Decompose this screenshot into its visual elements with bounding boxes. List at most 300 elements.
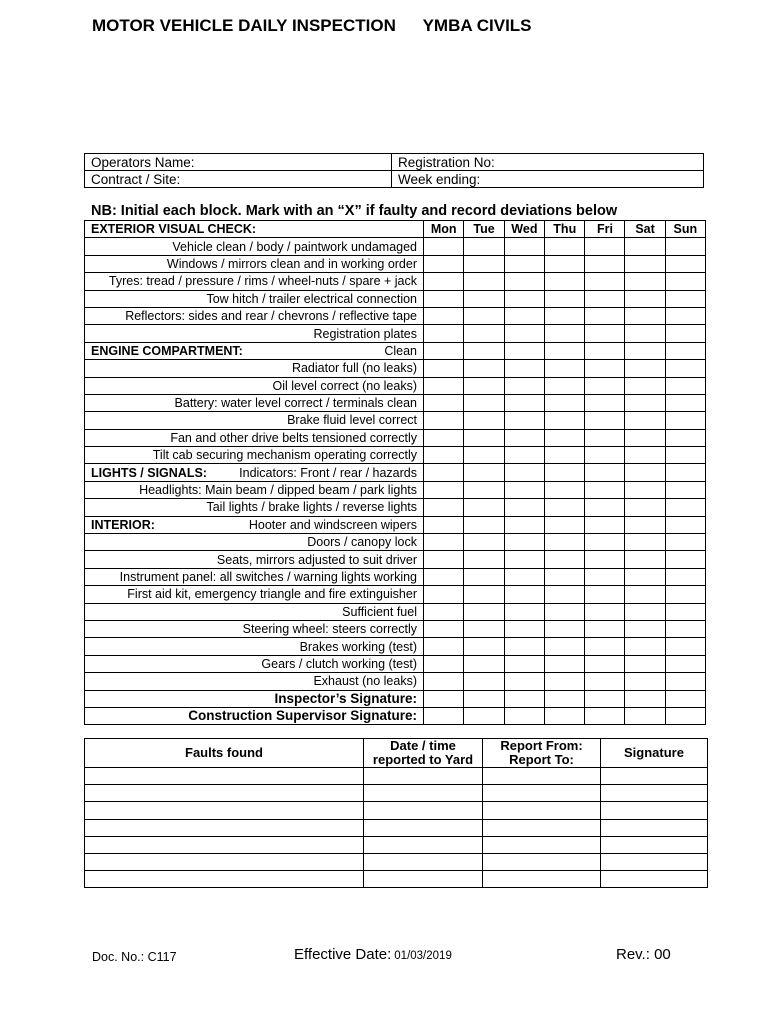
check-cell-thu[interactable]	[545, 255, 585, 272]
check-cell-sun[interactable]	[665, 273, 705, 290]
fault-description-cell[interactable]	[85, 871, 364, 888]
instructions-text: NB: Initial each block. Mark with an “X” if faulty and record deviations below	[91, 203, 618, 219]
check-cell-fri[interactable]	[585, 516, 625, 533]
check-cell-thu[interactable]	[545, 481, 585, 498]
check-cell-sat[interactable]	[625, 273, 665, 290]
checklist-item-label	[85, 481, 424, 498]
check-cell-tue[interactable]	[464, 655, 504, 672]
check-cell-sat[interactable]	[625, 342, 665, 359]
check-cell-wed[interactable]	[504, 238, 544, 255]
report-cell[interactable]	[483, 853, 601, 870]
check-cell-fri[interactable]	[585, 655, 625, 672]
check-cell-wed[interactable]	[504, 673, 544, 690]
check-cell-sun[interactable]	[665, 307, 705, 324]
day-header-sun: Sun	[665, 221, 705, 238]
check-cell-wed[interactable]	[504, 290, 544, 307]
check-cell-wed[interactable]	[504, 412, 544, 429]
signature-cell[interactable]	[601, 871, 708, 888]
fault-description-cell[interactable]	[85, 819, 364, 836]
check-cell-tue[interactable]	[464, 673, 504, 690]
check-cell-sun[interactable]	[665, 464, 705, 481]
checklist-item-label	[85, 360, 424, 377]
item-text: Battery: water level correct / terminals clean	[174, 396, 417, 411]
check-cell-sun[interactable]	[665, 551, 705, 568]
check-cell-tue[interactable]	[464, 638, 504, 655]
check-cell-thu[interactable]	[545, 620, 585, 637]
check-cell-fri[interactable]	[585, 673, 625, 690]
check-cell-fri[interactable]	[585, 499, 625, 516]
effective-date	[294, 946, 452, 963]
check-cell-thu[interactable]	[545, 464, 585, 481]
check-cell-mon[interactable]	[424, 620, 464, 637]
revision-number: Rev.: 00	[616, 946, 671, 963]
check-cell-thu[interactable]	[545, 290, 585, 307]
check-cell-sun[interactable]	[665, 499, 705, 516]
check-cell-fri[interactable]	[585, 394, 625, 411]
checklist-row	[85, 464, 706, 481]
check-cell-mon[interactable]	[424, 464, 464, 481]
check-cell-wed[interactable]	[504, 307, 544, 324]
check-cell-thu[interactable]	[545, 516, 585, 533]
check-cell-fri[interactable]	[585, 325, 625, 342]
check-cell-mon[interactable]	[424, 655, 464, 672]
check-cell-thu[interactable]	[545, 586, 585, 603]
check-cell-tue[interactable]	[464, 481, 504, 498]
check-cell-fri[interactable]	[585, 429, 625, 446]
check-cell-fri[interactable]	[585, 568, 625, 585]
check-cell-sun[interactable]	[665, 481, 705, 498]
fault-row	[85, 802, 708, 819]
check-cell-mon[interactable]	[424, 516, 464, 533]
checklist-item-label	[85, 638, 424, 655]
check-cell-mon[interactable]	[424, 238, 464, 255]
check-cell-thu[interactable]	[545, 534, 585, 551]
check-cell-thu[interactable]	[545, 307, 585, 324]
check-cell-sat[interactable]	[625, 516, 665, 533]
check-cell-fri[interactable]	[585, 638, 625, 655]
check-cell-mon[interactable]	[424, 360, 464, 377]
checklist-row	[85, 499, 706, 516]
check-cell-sat[interactable]	[625, 568, 665, 585]
check-cell-tue[interactable]	[464, 603, 504, 620]
check-cell-mon[interactable]	[424, 394, 464, 411]
fault-description-cell[interactable]	[85, 853, 364, 870]
checklist-item-label	[85, 255, 424, 272]
check-cell-fri[interactable]	[585, 707, 625, 724]
checklist-row	[85, 534, 706, 551]
checklist-item-label	[85, 429, 424, 446]
checklist-item-label	[85, 499, 424, 516]
fault-description-cell[interactable]	[85, 802, 364, 819]
check-cell-sun[interactable]	[665, 534, 705, 551]
day-header-sat: Sat	[625, 221, 665, 238]
check-cell-wed[interactable]	[504, 342, 544, 359]
item-text: Clean	[384, 343, 417, 358]
check-cell-tue[interactable]	[464, 255, 504, 272]
check-cell-mon[interactable]	[424, 551, 464, 568]
signature-row	[85, 707, 706, 724]
date-time-cell[interactable]	[364, 836, 483, 853]
item-text: Registration plates	[313, 326, 417, 341]
check-cell-wed[interactable]	[504, 394, 544, 411]
date-time-cell[interactable]	[364, 853, 483, 870]
check-cell-wed[interactable]	[504, 464, 544, 481]
check-cell-sun[interactable]	[665, 655, 705, 672]
date-time-cell[interactable]	[364, 819, 483, 836]
check-cell-mon[interactable]	[424, 586, 464, 603]
check-cell-sun[interactable]	[665, 429, 705, 446]
check-cell-fri[interactable]	[585, 603, 625, 620]
checklist-item-label	[85, 290, 424, 307]
check-cell-wed[interactable]	[504, 655, 544, 672]
checklist-row	[85, 360, 706, 377]
checklist-item-label	[85, 412, 424, 429]
check-cell-tue[interactable]	[464, 447, 504, 464]
check-cell-fri[interactable]	[585, 238, 625, 255]
check-cell-thu[interactable]	[545, 603, 585, 620]
check-cell-fri[interactable]	[585, 342, 625, 359]
date-time-cell[interactable]	[364, 768, 483, 785]
check-cell-sat[interactable]	[625, 447, 665, 464]
check-cell-tue[interactable]	[464, 707, 504, 724]
check-cell-sat[interactable]	[625, 360, 665, 377]
checklist-row	[85, 307, 706, 324]
check-cell-wed[interactable]	[504, 273, 544, 290]
checklist-header-row	[85, 221, 706, 238]
check-cell-sun[interactable]	[665, 673, 705, 690]
date-time-cell[interactable]	[364, 802, 483, 819]
check-cell-sun[interactable]	[665, 342, 705, 359]
fault-row	[85, 853, 708, 870]
check-cell-sun[interactable]	[665, 516, 705, 533]
checklist-item-label	[85, 603, 424, 620]
check-cell-wed[interactable]	[504, 377, 544, 394]
check-cell-wed[interactable]	[504, 534, 544, 551]
check-cell-tue[interactable]	[464, 429, 504, 446]
signature-cell[interactable]	[601, 836, 708, 853]
check-cell-mon[interactable]	[424, 412, 464, 429]
check-cell-tue[interactable]	[464, 690, 504, 707]
check-cell-sun[interactable]	[665, 447, 705, 464]
check-cell-sat[interactable]	[625, 499, 665, 516]
signature-cell[interactable]	[601, 853, 708, 870]
check-cell-sat[interactable]	[625, 673, 665, 690]
check-cell-thu[interactable]	[545, 273, 585, 290]
item-text: Brakes working (test)	[299, 639, 417, 654]
check-cell-wed[interactable]	[504, 481, 544, 498]
check-cell-tue[interactable]	[464, 377, 504, 394]
signature-cell[interactable]	[601, 802, 708, 819]
check-cell-thu[interactable]	[545, 429, 585, 446]
checklist-row	[85, 551, 706, 568]
check-cell-sun[interactable]	[665, 586, 705, 603]
check-cell-sun[interactable]	[665, 238, 705, 255]
report-cell[interactable]	[483, 871, 601, 888]
check-cell-tue[interactable]	[464, 325, 504, 342]
check-cell-tue[interactable]	[464, 360, 504, 377]
effective-date-label: Effective Date:	[294, 946, 392, 963]
check-cell-tue[interactable]	[464, 499, 504, 516]
date-time-header	[364, 739, 483, 768]
check-cell-thu[interactable]	[545, 360, 585, 377]
check-cell-wed[interactable]	[504, 447, 544, 464]
checklist-row	[85, 377, 706, 394]
check-cell-sun[interactable]	[665, 325, 705, 342]
item-text: Headlights: Main beam / dipped beam / park lights	[139, 483, 417, 498]
check-cell-mon[interactable]	[424, 499, 464, 516]
checklist-item-label	[85, 342, 424, 359]
fault-description-cell[interactable]	[85, 836, 364, 853]
item-text: Tail lights / brake lights / reverse lights	[206, 500, 417, 515]
checklist-item-label	[85, 464, 424, 481]
checklist-row	[85, 673, 706, 690]
report-to-label: Report To:	[509, 752, 574, 767]
check-cell-sat[interactable]	[625, 481, 665, 498]
check-cell-fri[interactable]	[585, 586, 625, 603]
check-cell-mon[interactable]	[424, 638, 464, 655]
item-text: Indicators: Front / rear / hazards	[239, 465, 417, 480]
check-cell-tue[interactable]	[464, 551, 504, 568]
check-cell-sun[interactable]	[665, 620, 705, 637]
check-cell-sat[interactable]	[625, 586, 665, 603]
check-cell-fri[interactable]	[585, 481, 625, 498]
checklist-row	[85, 394, 706, 411]
check-cell-sat[interactable]	[625, 377, 665, 394]
check-cell-sun[interactable]	[665, 707, 705, 724]
check-cell-sat[interactable]	[625, 464, 665, 481]
checklist-item-label	[85, 325, 424, 342]
check-cell-sun[interactable]	[665, 638, 705, 655]
item-text: Tyres: tread / pressure / rims / wheel-nuts / spare + jack	[108, 274, 417, 289]
check-cell-sat[interactable]	[625, 412, 665, 429]
check-cell-wed[interactable]	[504, 255, 544, 272]
check-cell-sun[interactable]	[665, 690, 705, 707]
check-cell-fri[interactable]	[585, 447, 625, 464]
item-text: Sufficient fuel	[342, 604, 417, 619]
operators-name-field[interactable]: Operators Name:	[85, 154, 392, 171]
checklist-row	[85, 481, 706, 498]
check-cell-sun[interactable]	[665, 360, 705, 377]
check-cell-thu[interactable]	[545, 638, 585, 655]
date-time-cell[interactable]	[364, 785, 483, 802]
check-cell-fri[interactable]	[585, 690, 625, 707]
report-cell[interactable]	[483, 802, 601, 819]
registration-no-field[interactable]: Registration No:	[392, 154, 704, 171]
check-cell-wed[interactable]	[504, 429, 544, 446]
check-cell-fri[interactable]	[585, 290, 625, 307]
check-cell-wed[interactable]	[504, 586, 544, 603]
check-cell-mon[interactable]	[424, 481, 464, 498]
check-cell-sat[interactable]	[625, 655, 665, 672]
check-cell-fri[interactable]	[585, 412, 625, 429]
check-cell-tue[interactable]	[464, 412, 504, 429]
week-ending-field[interactable]: Week ending:	[392, 171, 704, 188]
check-cell-sun[interactable]	[665, 568, 705, 585]
check-cell-thu[interactable]	[545, 707, 585, 724]
check-cell-sat[interactable]	[625, 394, 665, 411]
company-name: YMBA CIVILS	[422, 16, 532, 35]
checklist-row	[85, 568, 706, 585]
check-cell-mon[interactable]	[424, 342, 464, 359]
check-cell-thu[interactable]	[545, 394, 585, 411]
check-cell-mon[interactable]	[424, 603, 464, 620]
check-cell-mon[interactable]	[424, 568, 464, 585]
check-cell-fri[interactable]	[585, 534, 625, 551]
signature-cell[interactable]	[601, 768, 708, 785]
check-cell-sat[interactable]	[625, 238, 665, 255]
check-cell-thu[interactable]	[545, 551, 585, 568]
check-cell-tue[interactable]	[464, 534, 504, 551]
check-cell-mon[interactable]	[424, 690, 464, 707]
check-cell-fri[interactable]	[585, 360, 625, 377]
check-cell-sat[interactable]	[625, 690, 665, 707]
checklist-row	[85, 273, 706, 290]
check-cell-fri[interactable]	[585, 273, 625, 290]
check-cell-wed[interactable]	[504, 707, 544, 724]
check-cell-thu[interactable]	[545, 690, 585, 707]
section-heading: LIGHTS / SIGNALS:	[91, 465, 207, 480]
check-cell-tue[interactable]	[464, 273, 504, 290]
check-cell-fri[interactable]	[585, 551, 625, 568]
section-heading: ENGINE COMPARTMENT:	[91, 343, 243, 358]
check-cell-tue[interactable]	[464, 394, 504, 411]
check-cell-fri[interactable]	[585, 464, 625, 481]
check-cell-sat[interactable]	[625, 255, 665, 272]
check-cell-thu[interactable]	[545, 238, 585, 255]
faults-found-header: Faults found	[85, 739, 364, 768]
checklist-item-label	[85, 568, 424, 585]
day-header-tue: Tue	[464, 221, 504, 238]
effective-date-value: 01/03/2019	[394, 950, 452, 962]
checklist-item-label	[85, 516, 424, 533]
check-cell-mon[interactable]	[424, 707, 464, 724]
item-text: Instrument panel: all switches / warning lights working	[119, 570, 417, 584]
check-cell-sat[interactable]	[625, 603, 665, 620]
item-text: Tow hitch / trailer electrical connection	[206, 291, 417, 306]
check-cell-mon[interactable]	[424, 377, 464, 394]
check-cell-wed[interactable]	[504, 325, 544, 342]
exterior-visual-check-heading: EXTERIOR VISUAL CHECK:	[85, 221, 424, 238]
report-cell[interactable]	[483, 836, 601, 853]
check-cell-fri[interactable]	[585, 377, 625, 394]
checklist-row	[85, 325, 706, 342]
report-cell[interactable]	[483, 768, 601, 785]
check-cell-wed[interactable]	[504, 603, 544, 620]
check-cell-tue[interactable]	[464, 516, 504, 533]
item-text: Fan and other drive belts tensioned correctly	[170, 430, 417, 445]
check-cell-wed[interactable]	[504, 690, 544, 707]
check-cell-mon[interactable]	[424, 673, 464, 690]
check-cell-tue[interactable]	[464, 464, 504, 481]
report-cell[interactable]	[483, 819, 601, 836]
check-cell-thu[interactable]	[545, 412, 585, 429]
check-cell-sat[interactable]	[625, 620, 665, 637]
check-cell-tue[interactable]	[464, 620, 504, 637]
check-cell-sun[interactable]	[665, 255, 705, 272]
checklist-row	[85, 638, 706, 655]
report-cell[interactable]	[483, 785, 601, 802]
check-cell-wed[interactable]	[504, 551, 544, 568]
check-cell-sat[interactable]	[625, 551, 665, 568]
check-cell-tue[interactable]	[464, 238, 504, 255]
check-cell-mon[interactable]	[424, 534, 464, 551]
signature-cell[interactable]	[601, 785, 708, 802]
item-text: Tilt cab securing mechanism operating correctly	[152, 448, 417, 463]
check-cell-sun[interactable]	[665, 290, 705, 307]
check-cell-mon[interactable]	[424, 273, 464, 290]
check-cell-sun[interactable]	[665, 412, 705, 429]
check-cell-sat[interactable]	[625, 429, 665, 446]
check-cell-thu[interactable]	[545, 342, 585, 359]
check-cell-sun[interactable]	[665, 377, 705, 394]
check-cell-thu[interactable]	[545, 673, 585, 690]
check-cell-mon[interactable]	[424, 255, 464, 272]
check-cell-mon[interactable]	[424, 429, 464, 446]
contract-site-field[interactable]: Contract / Site:	[85, 171, 392, 188]
check-cell-sat[interactable]	[625, 290, 665, 307]
check-cell-sat[interactable]	[625, 707, 665, 724]
check-cell-sat[interactable]	[625, 638, 665, 655]
check-cell-tue[interactable]	[464, 290, 504, 307]
fault-description-cell[interactable]	[85, 785, 364, 802]
check-cell-wed[interactable]	[504, 499, 544, 516]
checklist-item-label	[85, 620, 424, 637]
check-cell-fri[interactable]	[585, 255, 625, 272]
check-cell-fri[interactable]	[585, 620, 625, 637]
check-cell-mon[interactable]	[424, 447, 464, 464]
item-text: Brake fluid level correct	[287, 413, 417, 428]
check-cell-wed[interactable]	[504, 568, 544, 585]
item-text: Exhaust (no leaks)	[313, 674, 417, 689]
check-cell-thu[interactable]	[545, 655, 585, 672]
faults-header-row	[85, 739, 708, 768]
checklist-row	[85, 429, 706, 446]
check-cell-mon[interactable]	[424, 307, 464, 324]
checklist-item-label	[85, 273, 424, 290]
check-cell-fri[interactable]	[585, 307, 625, 324]
check-cell-wed[interactable]	[504, 620, 544, 637]
check-cell-tue[interactable]	[464, 568, 504, 585]
check-cell-sat[interactable]	[625, 307, 665, 324]
item-text: First aid kit, emergency triangle and fire extinguisher	[127, 587, 417, 602]
check-cell-thu[interactable]	[545, 499, 585, 516]
check-cell-mon[interactable]	[424, 325, 464, 342]
check-cell-wed[interactable]	[504, 516, 544, 533]
item-text: Hooter and windscreen wipers	[248, 517, 417, 532]
day-header-wed: Wed	[504, 221, 544, 238]
signature-cell[interactable]	[601, 819, 708, 836]
check-cell-thu[interactable]	[545, 447, 585, 464]
check-cell-thu[interactable]	[545, 377, 585, 394]
check-cell-thu[interactable]	[545, 325, 585, 342]
check-cell-sat[interactable]	[625, 325, 665, 342]
check-cell-wed[interactable]	[504, 638, 544, 655]
check-cell-sun[interactable]	[665, 603, 705, 620]
document-title	[92, 16, 532, 36]
item-text: Seats, mirrors adjusted to suit driver	[216, 552, 417, 567]
check-cell-mon[interactable]	[424, 290, 464, 307]
check-cell-tue[interactable]	[464, 342, 504, 359]
check-cell-tue[interactable]	[464, 586, 504, 603]
date-time-cell[interactable]	[364, 871, 483, 888]
check-cell-thu[interactable]	[545, 568, 585, 585]
check-cell-sun[interactable]	[665, 394, 705, 411]
fault-description-cell[interactable]	[85, 768, 364, 785]
check-cell-sat[interactable]	[625, 534, 665, 551]
checklist-row	[85, 603, 706, 620]
check-cell-wed[interactable]	[504, 360, 544, 377]
check-cell-tue[interactable]	[464, 307, 504, 324]
